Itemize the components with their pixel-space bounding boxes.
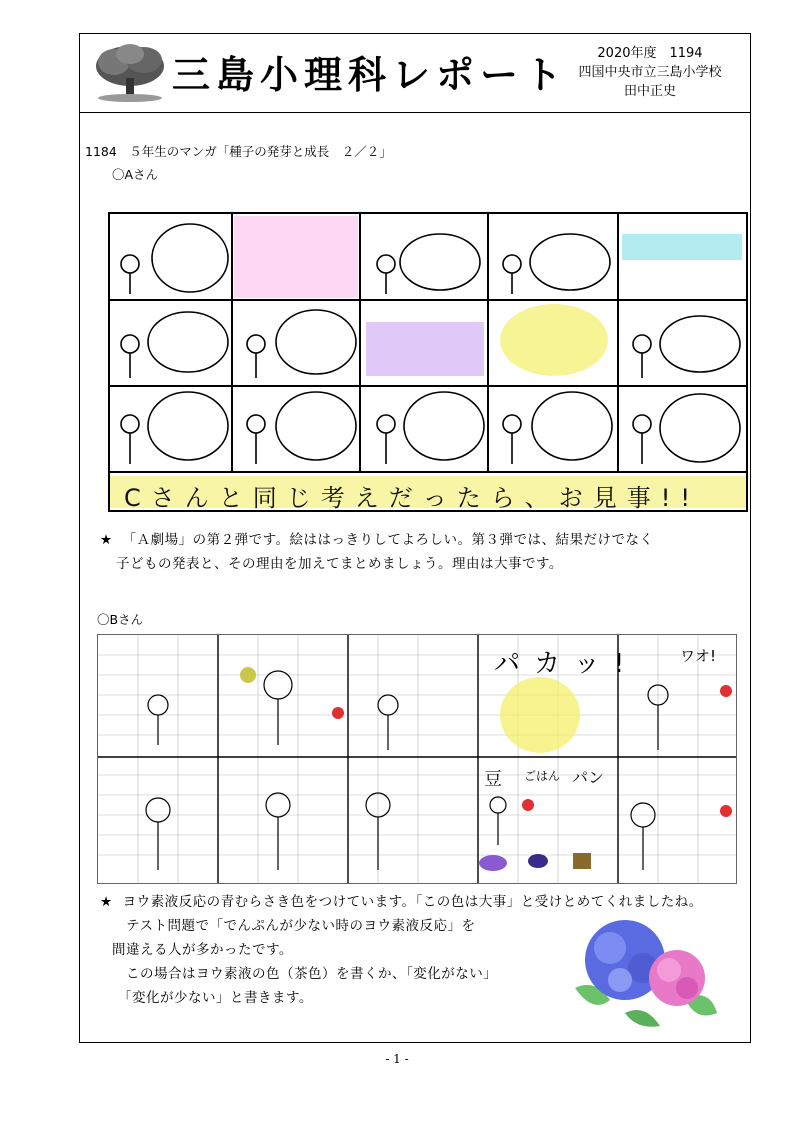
comic-b-pan: パン bbox=[572, 768, 605, 787]
comic-b-paka: パカッ! bbox=[494, 649, 639, 679]
student-b-label: 〇Bさん bbox=[97, 612, 144, 627]
note-a bbox=[100, 528, 654, 576]
author-name: 田中正史 bbox=[623, 84, 676, 99]
hydrangea-icon bbox=[565, 918, 725, 1030]
section-title: 1184 ５年生のマンガ「種子の発芽と成長 ２／２」 bbox=[85, 144, 392, 159]
note-b-line1: ヨウ素液反応の青むらさき色をつけています。「この色は大事」と受けとめてくれましたね。 bbox=[122, 894, 703, 910]
comic-b-gohan: ごはん bbox=[524, 769, 561, 783]
note-b-line5: 「変化が少ない」と書きます。 bbox=[118, 990, 313, 1006]
comic-a bbox=[108, 212, 748, 512]
star-icon: ★ bbox=[100, 894, 113, 910]
year-number: 2020年度 1194 bbox=[597, 46, 703, 61]
star-icon: ★ bbox=[100, 532, 113, 548]
report-title: 三島小理科レポート bbox=[172, 53, 569, 97]
note-a-line2: 子どもの発表と、その理由を加えてまとめましょう。理由は大事です。 bbox=[116, 556, 563, 572]
student-a-label: 〇Aさん bbox=[112, 167, 159, 182]
comic-b bbox=[97, 634, 737, 884]
header-divider bbox=[79, 112, 751, 113]
comic-b-mame: 豆 bbox=[484, 769, 502, 790]
note-b-line4: この場合はヨウ素液の色（茶色）を書くか、「変化がない」 bbox=[126, 966, 498, 982]
header-info bbox=[560, 44, 740, 101]
note-a-line1: 「Ａ劇場」の第２弾です。絵ははっきりしてよろしい。第３弾では、結果だけでなく bbox=[122, 532, 654, 548]
comic-b-wao: ワオ! bbox=[680, 647, 717, 665]
tree-logo-icon bbox=[92, 40, 168, 104]
note-b-line3: 間違える人が多かったです。 bbox=[112, 942, 293, 958]
page-number: - 1 - bbox=[385, 1052, 409, 1066]
note-b-line2: テスト問題で「でんぷんが少ない時のヨウ素液反応」を bbox=[126, 918, 476, 934]
school-name: 四国中央市立三島小学校 bbox=[578, 65, 722, 80]
comic-a-banner: Cさんと同じ考えだったら、お見事!! bbox=[124, 484, 700, 512]
